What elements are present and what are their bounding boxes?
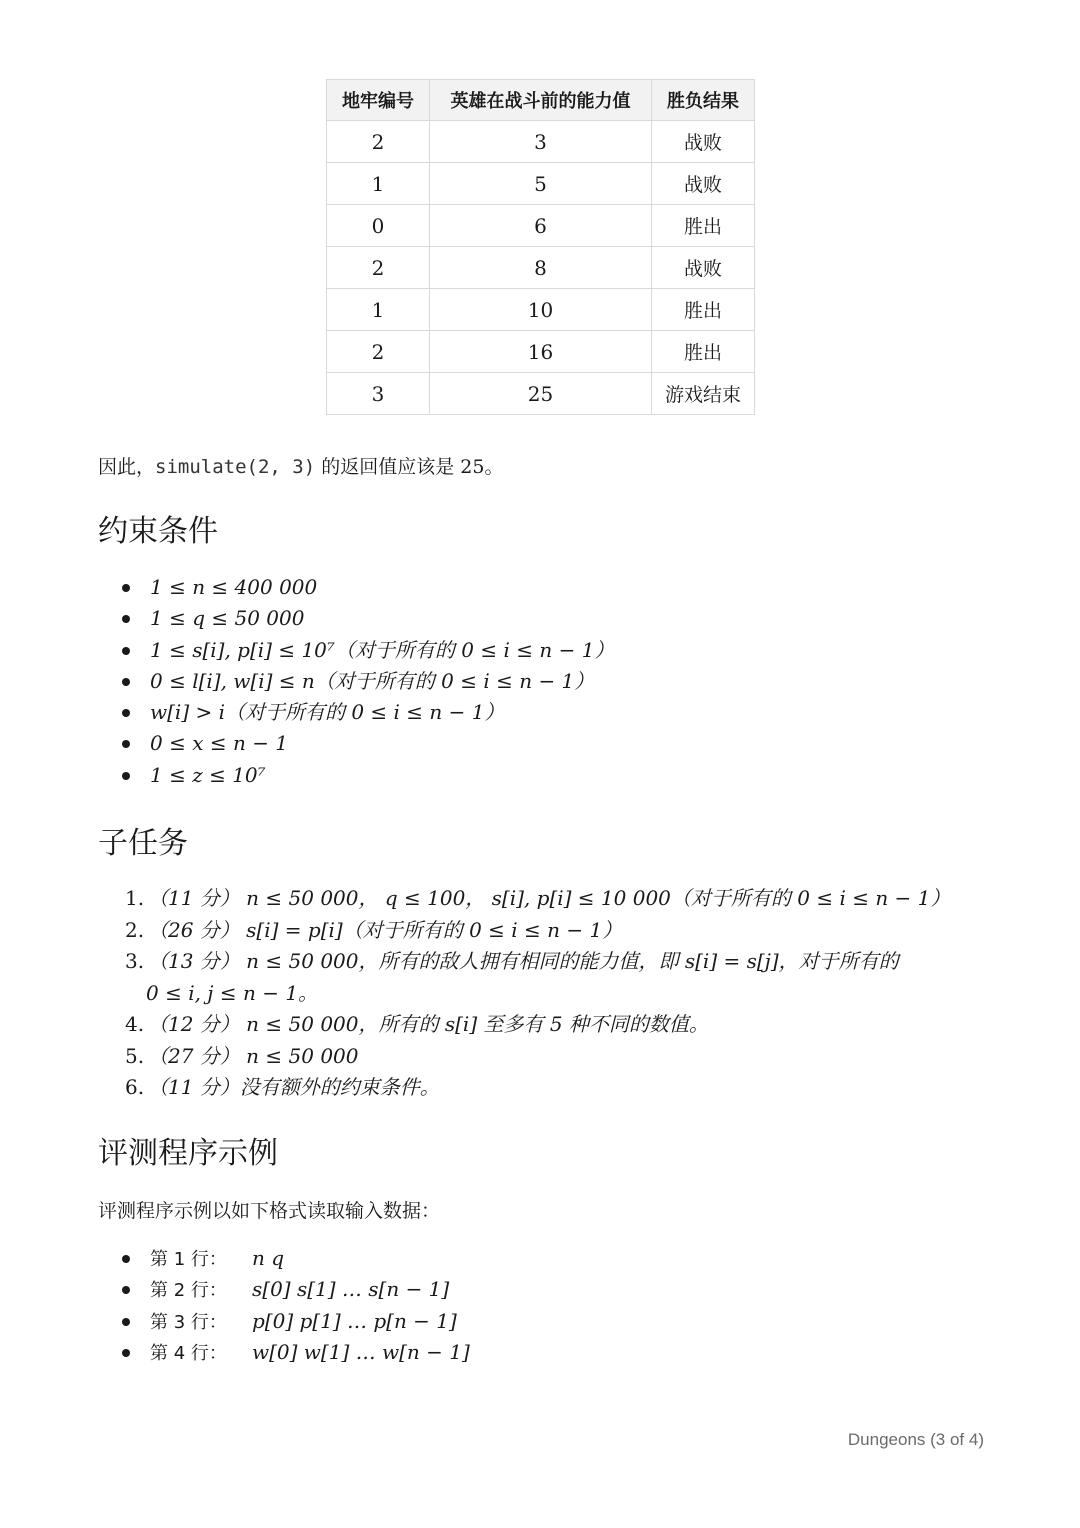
table-row [327,205,755,247]
cell-outcome: 胜出 [652,331,755,373]
line-label: 第 4 行： [150,1342,227,1364]
list-item: 1. （11 分） n ≤ 50 000， q ≤ 100， s[i], p[i] ≤ 10 000（对于所有的 0 ≤ i ≤ n − 1） [98,883,950,915]
list-item: 1 ≤ z ≤ 10⁷ [98,760,614,791]
list-item: 3. （13 分） n ≤ 50 000，所有的敌人拥有相同的能力值，即 s[i] = s[j]，对于所有的 [98,946,950,978]
grader-input-list [98,1243,470,1368]
cell-strength: 3 [430,121,652,163]
header-hero-strength: 英雄在战斗前的能力值 [430,80,652,121]
subtasks-list [98,883,950,1104]
list-item: 1 ≤ s[i], p[i] ≤ 10⁷（对于所有的 0 ≤ i ≤ n − 1） [98,635,614,666]
list-item: 1 ≤ n ≤ 400 000 [98,572,614,603]
list-item: w[i] > i（对于所有的 0 ≤ i ≤ n − 1） [98,697,614,728]
line-content: n q [252,1246,285,1270]
subtask-continuation: 0 ≤ i, j ≤ n − 1。 [146,980,319,1005]
cell-outcome: 胜出 [652,205,755,247]
cell-outcome: 战败 [652,163,755,205]
header-dungeon-index: 地牢编号 [327,80,430,121]
list-item: 5. （27 分） n ≤ 50 000 [98,1041,950,1073]
list-item [98,978,950,1010]
line-content: s[0] s[1] … s[n − 1] [252,1277,450,1302]
cell-dungeon: 2 [327,121,430,163]
cell-dungeon: 2 [327,331,430,373]
header-outcome: 胜负结果 [652,80,755,121]
cell-dungeon: 1 [327,163,430,205]
list-item: 1 ≤ q ≤ 50 000 [98,603,614,634]
subtask-index: 6. [125,1075,145,1099]
cell-strength: 8 [430,247,652,289]
subtask-index: 2. [125,917,145,942]
conclusion-paragraph [98,452,503,479]
constraints-list [98,572,614,791]
conclusion-code: simulate(2, 3) [155,456,316,478]
subtask-index: 4. [125,1012,145,1036]
table-row [327,121,755,163]
line-label: 第 1 行： [150,1249,227,1270]
cell-strength: 25 [430,373,652,415]
cell-dungeon: 0 [327,205,430,247]
conclusion-value: 25 [460,456,485,478]
cell-outcome: 胜出 [652,289,755,331]
cell-outcome: 游戏结束 [652,373,755,415]
cell-outcome: 战败 [652,121,755,163]
cell-strength: 10 [430,289,652,331]
grader-intro: 评测程序示例以如下格式读取输入数据： [98,1200,441,1222]
cell-strength: 5 [430,163,652,205]
line-content: w[0] w[1] … w[n − 1] [252,1339,470,1364]
cell-outcome: 战败 [652,247,755,289]
table-row [327,289,755,331]
cell-dungeon: 2 [327,247,430,289]
conclusion-suffix: 。 [484,456,504,478]
subtask-index: 3. [125,949,145,973]
table-row [327,247,755,289]
battle-results-table [326,79,755,415]
constraints-heading: 约束条件 [98,514,218,549]
conclusion-middle: 的返回值应该是 [315,456,461,478]
page-footer: Dungeons (3 of 4) [847,1430,984,1449]
line-label: 第 3 行： [150,1311,227,1333]
cell-dungeon: 1 [327,289,430,331]
subtask-index: 5. [125,1043,145,1068]
cell-dungeon: 3 [327,373,430,415]
list-item: 6. （11 分）没有额外的约束条件。 [98,1072,950,1104]
list-item: 0 ≤ x ≤ n − 1 [98,728,614,759]
table-row [327,331,755,373]
line-content: p[0] p[1] … p[n − 1] [252,1308,457,1333]
cell-strength: 6 [430,205,652,247]
list-item [98,1337,470,1368]
subtasks-heading: 子任务 [98,826,188,861]
list-item [98,1274,470,1305]
list-item: 2. （26 分） s[i] = p[i]（对于所有的 0 ≤ i ≤ n − 1） [98,915,950,947]
list-item: 4. （12 分） n ≤ 50 000，所有的 s[i] 至多有 5 种不同的数值。 [98,1009,950,1041]
list-item [98,1243,470,1274]
conclusion-prefix: 因此， [98,456,156,478]
table-row [327,163,755,205]
cell-strength: 16 [430,331,652,373]
list-item [98,1306,470,1337]
table-row [327,373,755,415]
subtask-index: 1. [125,886,145,910]
list-item: 0 ≤ l[i], w[i] ≤ n（对于所有的 0 ≤ i ≤ n − 1） [98,666,614,697]
table-header-row [327,80,755,121]
line-label: 第 2 行： [150,1280,227,1302]
grader-heading: 评测程序示例 [98,1136,278,1171]
